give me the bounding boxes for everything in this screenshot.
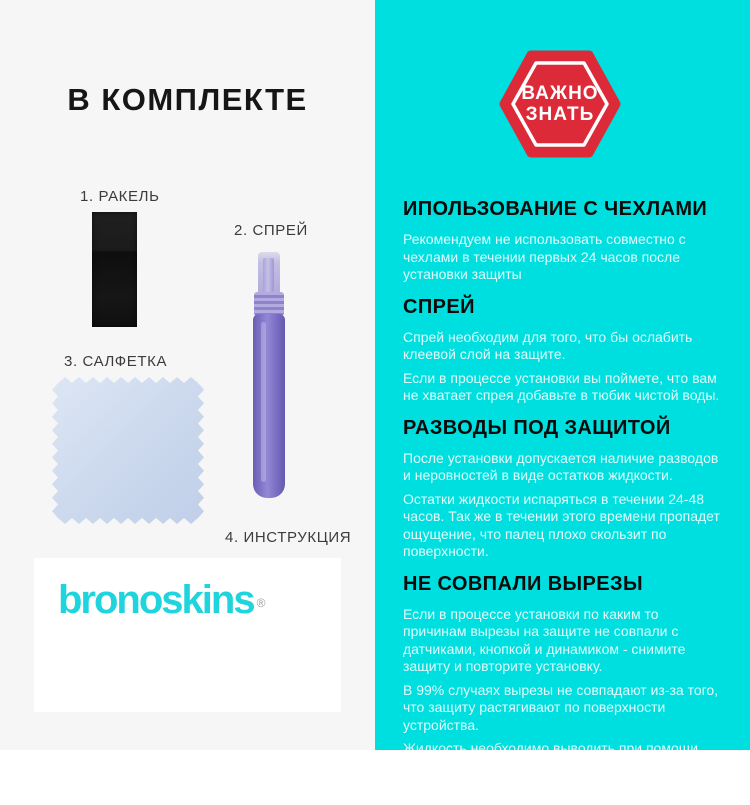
item-label-spray: 2. СПРЕЙ [234,222,308,239]
section-streaks [403,417,725,561]
badge-text [499,46,621,162]
info-panel [375,0,750,791]
section-heading: ИПОЛЬЗОВАНИЕ С ЧЕХЛАМИ [403,198,708,220]
spray-highlight [261,322,266,482]
item-label-cloth: 3. САЛФЕТКА [64,353,168,370]
item-label-instruction: 4. ИНСТРУКЦИЯ [225,529,352,546]
section-heading: РАЗВОДЫ ПОД ЗАЩИТОЙ [403,416,671,439]
spray-nozzle [263,258,274,292]
section-cutouts [403,573,725,793]
bronoskins-logo-text: bronoskins [58,578,254,622]
section-paragraph: Если в процессе установки по каким то причинам вырезы на защите не совпали с датчиками, кнопкой и динамиком - снимите защиту и повторите установку. [403,605,686,674]
section-heading: СПРЕЙ [403,295,475,318]
section-paragraph: После установки допускается наличие разводов и неровностей в виде остатков жидкости. [403,449,719,483]
section-spray [403,296,725,405]
instruction-card [34,558,341,712]
badge-line-1: ВАЖНО [521,83,599,104]
bronoskins-logo [58,578,265,623]
section-cases [403,198,725,284]
section-paragraph: Если в процессе установки вы поймете, что вам не хватает спрея добавьте в тюбик чистой воды. [403,369,720,403]
squeegee-image [92,212,137,327]
kit-title: В КОМПЛЕКТЕ [67,82,308,117]
spray-collar [254,292,284,316]
item-label-squeegee: 1. РАКЕЛЬ [80,188,160,205]
section-paragraph: Остатки жидкости испаряться в течении 24-48 часов. Так же в течении этого времени пропадет ощущение, что палец плохо скользит по поверхности. [403,490,720,559]
spray-bottle-image [251,252,287,498]
kit-panel [0,0,375,750]
registered-mark-icon: ® [256,596,266,610]
section-paragraph: Жидкость необходимо выводить при помощи ракеля ВПРАВО и ВЛЕВО к краям устройства - так вы предотвратите растяжение защиты. [403,740,710,791]
badge-line-2: ЗНАТЬ [525,104,595,125]
info-sections [403,198,725,805]
important-badge [499,46,621,162]
section-heading: НЕ СОВПАЛИ ВЫРЕЗЫ [403,572,643,595]
cloth-image [52,377,204,524]
section-paragraph: Спрей необходим для того, что бы ослабить клеевой слой на защите. [403,328,693,362]
spray-body [253,314,285,498]
section-paragraph: В 99% случаях вырезы не совпадают из-за того, что защиту растягивают по поверхности устройства. [403,681,719,733]
section-paragraph: Рекомендуем не использовать совместно с чехлами в течении первых 24 часов после установки защиты [403,231,686,282]
